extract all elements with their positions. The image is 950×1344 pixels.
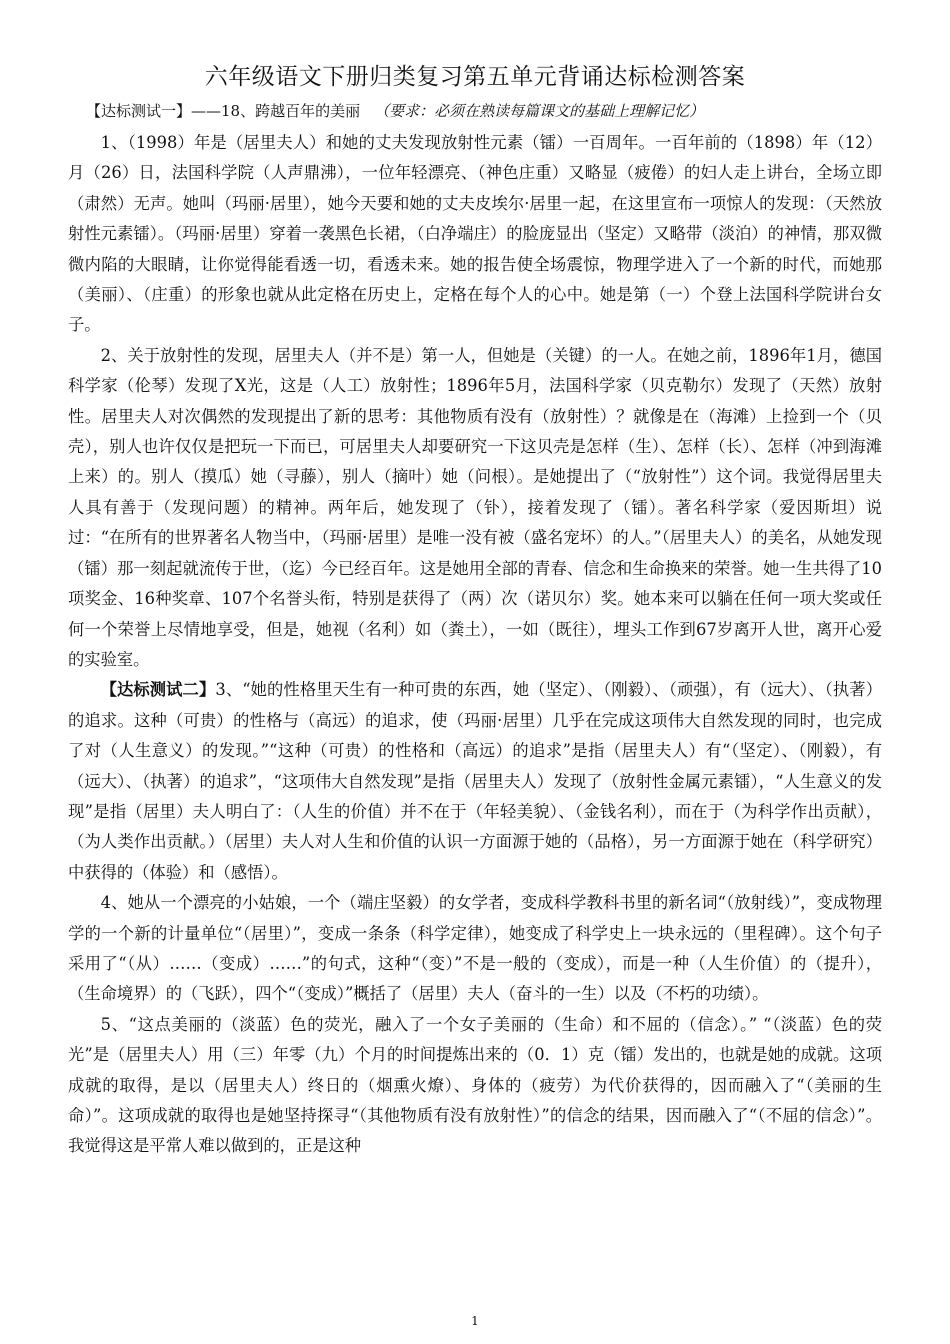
document-page: [68, 62, 882, 1162]
page-number: 1: [471, 1314, 479, 1328]
section-one-label: 【达标测试一】: [86, 102, 192, 120]
section-one-requirement: （要求：必须在熟读每篇课文的基础上理解记忆）: [374, 102, 705, 120]
paragraph-3-text: 3、“她的性格里天生有一种可贵的东西，她（坚定）、（刚毅）、（顽强），有（远大）、（执著）的追求。这种（可贵）的性格与（高远）的追求，使（玛丽·居里）几乎在完成这项伟大自然发现的同时，也完成了对（人生意义）的发现。”“这种（可贵）的性格和（高远）的追求”是指（居里夫人）有“（坚定）、（刚毅），有（远大）、（执著）的追求”，“这项伟大自然发现”是指（居里夫人）发现了（放射性金属元素镭），“人生意义的发现”是指（居里）夫人明白了：（人生的价值）并不在于（年轻美貌）、（金钱名利），而在于（为科学作出贡献），（为人类作出贡献。）（居里）夫人对人生和价值的认识一方面源于她的（品格），另一方面源于她在（科学研究）中获得的（体验）和（感悟）。: [68, 680, 882, 882]
section-two-label: 【达标测试二】: [100, 680, 216, 700]
paragraph-3: [68, 675, 882, 888]
paragraph-2: 2、关于放射性的发现，居里夫人（并不是）第一人，但她是（关键）的一人。在她之前，1896年1月，德国科学家（伦琴）发现了X光，这是（人工）放射性；1896年5月，法国科学家（贝克勒尔）发现了（天然）放射性。居里夫人对次偶然的发现提出了新的思考：其他物质有没有（放射性）？就像是在（海滩）上捡到一个（贝壳），别人也许仅仅是把玩一下而已，可居里夫人却要研究一下这贝壳是怎样（生）、怎样（长）、怎样（冲到海滩上来）的。别人（摸瓜）她（寻藤），别人（摘叶）她（问根）。是她提出了（“放射性”）这个词。我觉得居里夫人具有善于（发现问题）的精神。两年后，她发现了（钋），接着发现了（镭）。著名科学家（爱因斯坦）说过：“在所有的世界著名人物当中，（玛丽·居里）是唯一没有被（盛名宠坏）的人。”（居里夫人）的美名，从她发现（镭）那一刻起就流传于世，（迄）今已经百年。这是她用全部的青春、信念和生命换来的荣誉。她一生共得了10项奖金、16种奖章、107个名誉头衔，特别是获得了（两）次（诺贝尔）奖。她本来可以躺在任何一项大奖或任何一个荣誉上尽情地享受，但是，她视（名利）如（粪土），一如（既往），埋头工作到67岁离开人世，离开心爱的实验室。: [68, 345, 882, 669]
section-one-heading: [86, 100, 882, 122]
document-title: 六年级语文下册归类复习第五单元背诵达标检测答案: [204, 64, 746, 90]
section-one-topic: ——18、跨越百年的美丽: [191, 102, 361, 120]
paragraph-4: 4、她从一个漂亮的小姑娘，一个（端庄坚毅）的女学者，变成科学教科书里的新名词“（放射线）”，变成物理学的一个新的计量单位“（居里）”，变成一条条（科学定律），她变成了科学史上一块永远的（里程碑）。这个句子采用了“（从）……（变成）……”的句式，这种“（变）”不是一般的（变成），而是一种（人生价值）的（提升），（生命境界）的（飞跃），四个“（变成）”概括了（居里）夫人（奋斗的一生）以及（不朽的功绩）。: [68, 893, 882, 1004]
paragraph-5: 5、“这点美丽的（淡蓝）色的荧光，融入了一个女子美丽的（生命）和不屈的（信念）。” “（淡蓝）色的荧光”是（居里夫人）用（三）年零（九）个月的时间提炼出来的（0．1）克（镭）发出的，也就是她的成就。这项成就的取得，是以（居里夫人）终日的（烟熏火燎）、身体的（疲劳）为代价获得的，因而融入了“（美丽的生命）”。这项成就的取得也是她坚持探寻“（其他物质有没有放射性）”的信念的结果，因而融入了“（不屈的信念）”。我觉得这是平常人难以做到的，正是这种: [68, 1014, 882, 1156]
paragraph-1: 1、（1998）年是（居里夫人）和她的丈夫发现放射性元素（镭）一百周年。一百年前的（1898）年（12）月（26）日，法国科学院（人声鼎沸），一位年轻漂亮、（神色庄重）又略显（疲倦）的妇人走上讲台，全场立即（肃然）无声。她叫（玛丽·居里），她今天要和她的丈夫皮埃尔·居里一起，在这里宣布一项惊人的发现：（天然放射性元素镭）。（玛丽·居里）穿着一袭黑色长裙，（白净端庄）的脸庞显出（坚定）又略带（淡泊）的神情，那双微微内陷的大眼睛，让你觉得能看透一切，看透未来。她的报告使全场震惊，物理学进入了一个新的时代，而她那（美丽）、（庄重）的形象也就从此定格在历史上，定格在每个人的心中。她是第（一）个登上法国科学院讲台女子。: [68, 133, 882, 335]
